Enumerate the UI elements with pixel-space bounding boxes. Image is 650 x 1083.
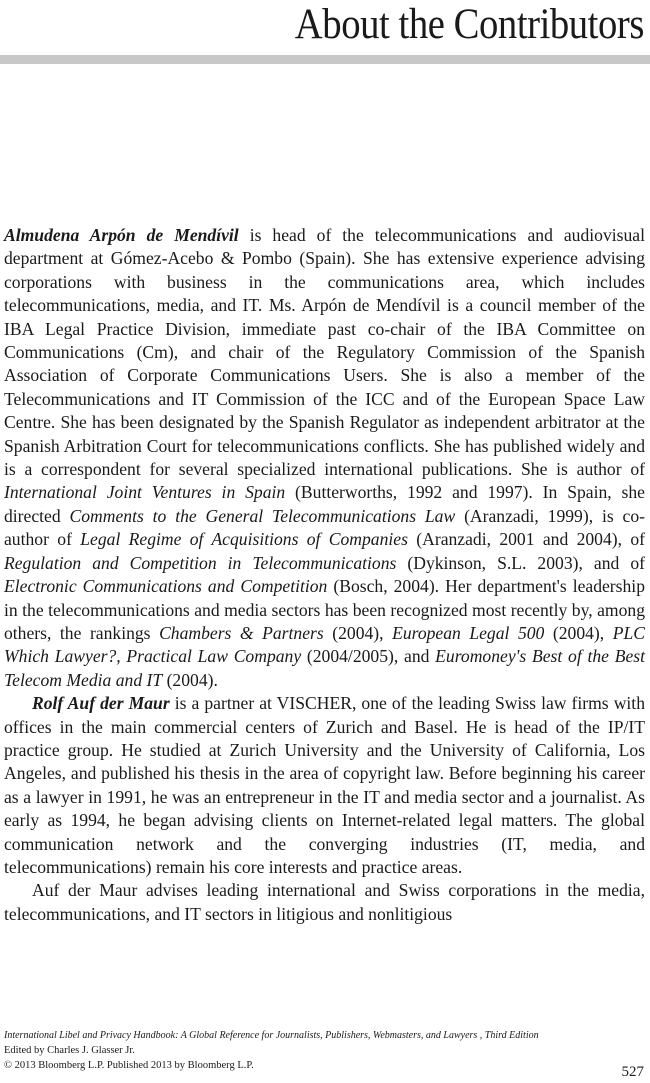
bio-text: (2004), bbox=[544, 622, 613, 643]
ranking-title: PLC Which Lawyer?, Practical Law Company bbox=[4, 622, 645, 667]
ranking-title: European Legal 500 bbox=[392, 622, 545, 643]
publication-title: Legal Regime of Acquisitions of Companies bbox=[80, 529, 408, 550]
bio-text: (2004). bbox=[162, 669, 218, 690]
publication-title: Regulation and Competition in Telecommunications bbox=[4, 552, 397, 573]
publication-title: International Joint Ventures in Spain bbox=[4, 482, 286, 503]
ranking-title: Euromoney's Best of the Best Telecom Media and IT bbox=[4, 646, 645, 690]
bio-text: (2004/2005), and bbox=[301, 646, 436, 667]
page-title: About the Contributors bbox=[294, 1, 644, 48]
bio-text: is head of the telecommunications and audiovisual department at Gómez-Acebo & Pombo (Spain). She has extensive experience advising corporations with business in the communications area, which includes telecommunications, media, and IT. Ms. Arpón de Mendívil is a council member of the IBA Legal Practice Division, immediate past co-chair of the IBA Committee on Communications (Cm), and chair of the Regulatory Commission of the Spanish Association of Corporate Communications Users. She is also a member of the Telecommunications and IT Commission of the ICC and of the European Space Law Centre. She has been designated by the Spanish Regulator as independent arbitrator at the Spanish Arbitration Court for telecommunications conflicts. She has published widely and is a correspondent for several specialized international publications. She is author of bbox=[4, 225, 645, 480]
bio-text: (Butterworths, 1992 and 1997). In Spain, she directed bbox=[4, 482, 645, 526]
bio-text: (Aranzadi, 2001 and 2004), of bbox=[407, 529, 646, 550]
page-number: 527 bbox=[621, 1064, 644, 1080]
copyright-line: © 2013 Bloomberg L.P. Published 2013 by Bloomberg L.P. bbox=[4, 1060, 254, 1071]
bio-paragraph-arpon bbox=[4, 224, 645, 692]
contributors-text bbox=[4, 224, 645, 926]
bio-text: is a partner at VISCHER, one of the leading Swiss law firms with offices in the main commercial centers of Zurich and Basel. He is head of the IP/IT practice group. He studied at Zurich University and the University of California, Los Angeles, and published his thesis in the area of copyright law. Before beginning his career as a lawyer in 1991, he was an entrepreneur in the IT and media sector and a journalist. As early as 1994, he began advising clients on Internet-related legal matters. The global communication network and the converging industries (IT, media, and telecommunications) remain his core interests and practice areas. bbox=[4, 693, 645, 877]
editor-line: Edited by Charles J. Glasser Jr. bbox=[4, 1045, 135, 1056]
publication-title: Comments to the General Telecommunications Law bbox=[69, 505, 456, 526]
page-footer bbox=[4, 1028, 644, 1073]
bio-text: Auf der Maur advises leading international and Swiss corporations in the media, telecommunications, and IT sectors in litigious and nonlitigious bbox=[4, 880, 645, 924]
header-rule bbox=[0, 55, 650, 64]
bio-paragraph-continued bbox=[4, 879, 645, 926]
book-title: International Libel and Privacy Handbook: A Global Reference for Journalists, Publishers, Webmasters, and Lawyers , Third Edition bbox=[4, 1030, 539, 1041]
bio-text: (Dykinson, S.L. 2003), and of bbox=[396, 552, 645, 573]
bio-text: (2004), bbox=[323, 622, 393, 643]
ranking-title: Chambers & Partners bbox=[159, 622, 324, 643]
contributor-name: Rolf Auf der Maur bbox=[32, 693, 170, 714]
publication-title: Electronic Communications and Competition bbox=[4, 576, 328, 597]
bio-text: (Aranzadi, 1999), is co-author of bbox=[4, 505, 646, 550]
bio-text: (Bosch, 2004). Her department's leadership in the telecommunications and media sectors has been recognized most recently by, among others, the rankings bbox=[4, 576, 645, 643]
contributor-name: Almudena Arpón de Mendívil bbox=[4, 225, 239, 245]
bio-paragraph-auf-der-maur bbox=[4, 692, 645, 879]
